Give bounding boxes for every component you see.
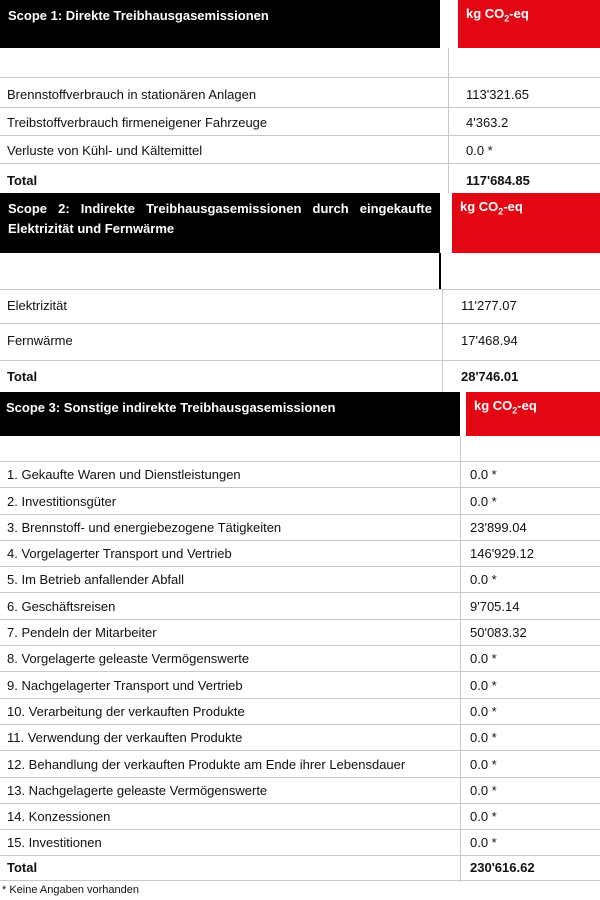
scope3-total-row <box>0 857 600 881</box>
row-label: 4. Vorgelagerter Transport und Vertrieb <box>7 546 232 562</box>
row-label: 9. Nachgelagerter Transport und Vertrieb <box>7 677 243 693</box>
scope3-row <box>0 804 600 830</box>
unit-prefix: kg CO <box>474 398 513 413</box>
footnote: * Keine Angaben vorhanden <box>2 884 140 896</box>
row-value: 0.0 * <box>466 143 493 158</box>
scope3-row <box>0 830 600 856</box>
row-label: 14. Konzessionen <box>7 809 111 825</box>
scope3-row <box>0 725 600 751</box>
row-value: 11'277.07 <box>461 298 517 313</box>
unit-suffix: -eq <box>509 6 529 21</box>
scope2-title: Scope 2: Indirekte Treibhausgasemissionen durch eingekaufte Elektrizität und Fernwärme <box>0 193 440 253</box>
row-value: 0.0 * <box>470 756 497 772</box>
scope3-row <box>0 778 600 804</box>
row-label: Elektrizität <box>7 298 67 313</box>
scope1-title: Scope 1: Direkte Treibhausgasemissionen <box>0 0 440 48</box>
row-value: 113'321.65 <box>466 87 529 102</box>
scope2-row <box>0 290 600 324</box>
row-label: Fernwärme <box>7 333 73 348</box>
row-value: 0.0 * <box>470 703 497 719</box>
row-label: 6. Geschäftsreisen <box>7 598 116 614</box>
scope3-row <box>0 462 600 488</box>
row-value: 50'083.32 <box>470 625 527 641</box>
row-value: 0.0 * <box>470 677 497 693</box>
scope3-title: Scope 3: Sonstige indirekte Treibhausgasemissionen <box>0 392 460 436</box>
scope3-row <box>0 515 600 541</box>
row-value: 0.0 * <box>470 782 497 798</box>
row-label: 7. Pendeln der Mitarbeiter <box>7 625 157 641</box>
row-label: 13. Nachgelagerte geleaste Vermögenswerte <box>7 782 268 798</box>
row-label: 15. Investitionen <box>7 835 102 851</box>
total-value: 28'746.01 <box>461 369 519 384</box>
total-value: 230'616.62 <box>470 859 535 875</box>
total-label: Total <box>7 859 38 875</box>
scope3-row <box>0 541 600 567</box>
scope3-row <box>0 672 600 698</box>
row-label: 11. Verwendung der verkauften Produkte <box>7 730 243 746</box>
scope1-spacer-row <box>0 48 600 78</box>
unit-prefix: kg CO <box>466 6 505 21</box>
unit-sub: 2 <box>504 13 510 24</box>
unit-sub: 2 <box>498 206 504 217</box>
row-label: 5. Im Betrieb anfallender Abfall <box>7 572 185 588</box>
row-label: 2. Investitionsgüter <box>7 493 117 509</box>
row-label: 3. Brennstoff- und energiebezogene Tätigkeiten <box>7 519 282 535</box>
total-label: Total <box>7 173 38 188</box>
scope1-unit <box>458 0 600 48</box>
unit-sub: 2 <box>512 405 518 416</box>
scope2-unit <box>452 193 600 253</box>
scope1-row <box>0 136 600 164</box>
scope1-total-row <box>0 164 600 193</box>
scope1-row <box>0 108 600 136</box>
scope3-unit <box>466 392 600 436</box>
row-value: 0.0 * <box>470 572 497 588</box>
row-value: 0.0 * <box>470 651 497 667</box>
total-value: 117'684.85 <box>466 173 530 188</box>
scope3-row <box>0 620 600 646</box>
row-label: Treibstoffverbrauch firmeneigener Fahrzeuge <box>7 115 268 130</box>
total-label: Total <box>7 369 38 384</box>
row-value: 0.0 * <box>470 493 497 509</box>
row-value: 0.0 * <box>470 835 497 851</box>
unit-suffix: -eq <box>517 398 537 413</box>
scope3-row <box>0 751 600 777</box>
scope2-total-row <box>0 361 600 392</box>
row-label: 12. Behandlung der verkauften Produkte am Ende ihrer Lebensdauer <box>7 756 406 772</box>
scope3-row <box>0 567 600 593</box>
row-value: 0.0 * <box>470 730 497 746</box>
scope2-spacer-row <box>0 253 600 290</box>
scope3-spacer-row <box>0 436 600 462</box>
scope3-row <box>0 594 600 620</box>
scope3-row <box>0 646 600 672</box>
scope2-row <box>0 324 600 361</box>
row-label: Verluste von Kühl- und Kältemittel <box>7 143 203 158</box>
scope3-row <box>0 699 600 725</box>
row-value: 9'705.14 <box>470 598 520 614</box>
row-value: 23'899.04 <box>470 519 527 535</box>
unit-prefix: kg CO <box>460 199 499 214</box>
row-label: 8. Vorgelagerte geleaste Vermögenswerte <box>7 651 250 667</box>
scope3-row <box>0 488 600 514</box>
row-value: 146'929.12 <box>470 546 534 562</box>
row-value: 4'363.2 <box>466 115 509 130</box>
unit-suffix: -eq <box>503 199 523 214</box>
row-label: 10. Verarbeitung der verkauften Produkte <box>7 703 245 719</box>
row-label: 1. Gekaufte Waren und Dienstleistungen <box>7 467 241 483</box>
scope1-row <box>0 78 600 108</box>
row-value: 17'468.94 <box>461 333 518 348</box>
row-label: Brennstoffverbrauch in stationären Anlagen <box>7 87 257 102</box>
row-value: 0.0 * <box>470 809 497 825</box>
row-value: 0.0 * <box>470 467 497 483</box>
